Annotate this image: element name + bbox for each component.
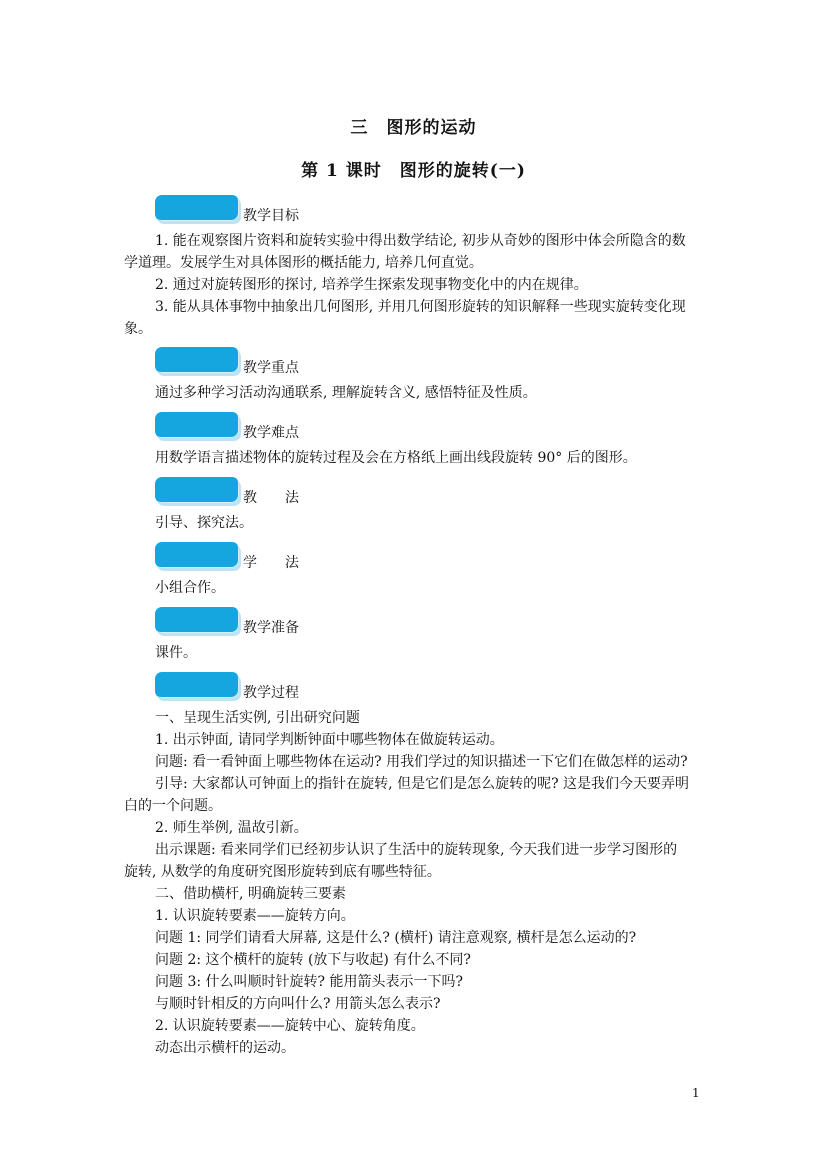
process-line: 引导: 大家都认可钟面上的指针在旋转, 但是它们是怎么旋转的呢? 这是我们今天要弄明 (155, 776, 690, 792)
section-badge (155, 195, 239, 221)
section-label: 教学目标 (243, 208, 299, 224)
process-line: 2. 师生举例, 温故引新。 (155, 820, 308, 836)
section-label: 教学过程 (243, 685, 299, 701)
process-line: 白的一个问题。 (124, 798, 222, 814)
process-line: 问题 2: 这个横杆的旋转 (放下与收起) 有什么不同? (155, 952, 471, 968)
page-number: 1 (692, 1086, 700, 1100)
goal-line: 学道理。发展学生对具体图形的概括能力, 培养几何直觉。 (124, 255, 483, 271)
section-badge (155, 607, 239, 633)
process-line: 2. 认识旋转要素——旋转中心、旋转角度。 (155, 1018, 425, 1034)
process-line: 1. 出示钟面, 请同学判断钟面中哪些物体在做旋转运动。 (155, 732, 504, 748)
section-badge (155, 672, 239, 698)
difficulty-text: 用数学语言描述物体的旋转过程及会在方格纸上画出线段旋转 90° 后的图形。 (155, 450, 637, 466)
chapter-title: 三 图形的运动 (350, 118, 477, 138)
process-line: 动态出示横杆的运动。 (155, 1040, 295, 1056)
lesson-title: 第 1 课时 图形的旋转(一) (301, 161, 526, 181)
process-line: 问题: 看一看钟面上哪些物体在运动? 用我们学过的知识描述一下它们在做怎样的运动? (155, 754, 688, 770)
process-line: 1. 认识旋转要素——旋转方向。 (155, 908, 355, 924)
learning-method-text: 小组合作。 (155, 580, 225, 596)
section-label: 学 法 (243, 555, 299, 571)
section-label: 教学难点 (243, 425, 299, 441)
section-badge (155, 347, 239, 373)
process-line: 一、呈现生活实例, 引出研究问题 (155, 710, 360, 726)
process-line: 问题 3: 什么叫顺时针旋转? 能用箭头表示一下吗? (155, 974, 463, 990)
process-line: 旋转, 从数学的角度研究图形旋转到底有哪些特征。 (124, 864, 441, 880)
section-label: 教学重点 (243, 360, 299, 376)
process-line: 二、借助横杆, 明确旋转三要素 (155, 886, 346, 902)
process-line: 问题 1: 同学们请看大屏幕, 这是什么? (横杆) 请注意观察, 横杆是怎么运动的? (155, 930, 637, 946)
process-line: 出示课题: 看来同学们已经初步认识了生活中的旋转现象, 今天我们进一步学习图形的 (155, 842, 678, 858)
key-point-text: 通过多种学习活动沟通联系, 理解旋转含义, 感悟特征及性质。 (155, 385, 537, 401)
goal-line: 3. 能从具体事物中抽象出几何图形, 并用几何图形旋转的知识解释一些现实旋转变化现 (155, 299, 686, 315)
section-badge (155, 412, 239, 438)
goal-line: 2. 通过对旋转图形的探讨, 培养学生探索发现事物变化中的内在规律。 (155, 277, 588, 293)
process-line: 与顺时针相反的方向叫什么? 用箭头怎么表示? (155, 996, 441, 1012)
goal-line: 象。 (124, 321, 152, 337)
section-badge (155, 477, 239, 503)
goal-line: 1. 能在观察图片资料和旋转实验中得出数学结论, 初步从奇妙的图形中体会所隐含的数 (155, 233, 686, 249)
teaching-method-text: 引导、探究法。 (155, 515, 253, 531)
section-badge (155, 542, 239, 568)
section-label: 教学准备 (243, 620, 299, 636)
section-label: 教 法 (243, 490, 299, 506)
preparation-text: 课件。 (155, 645, 197, 661)
